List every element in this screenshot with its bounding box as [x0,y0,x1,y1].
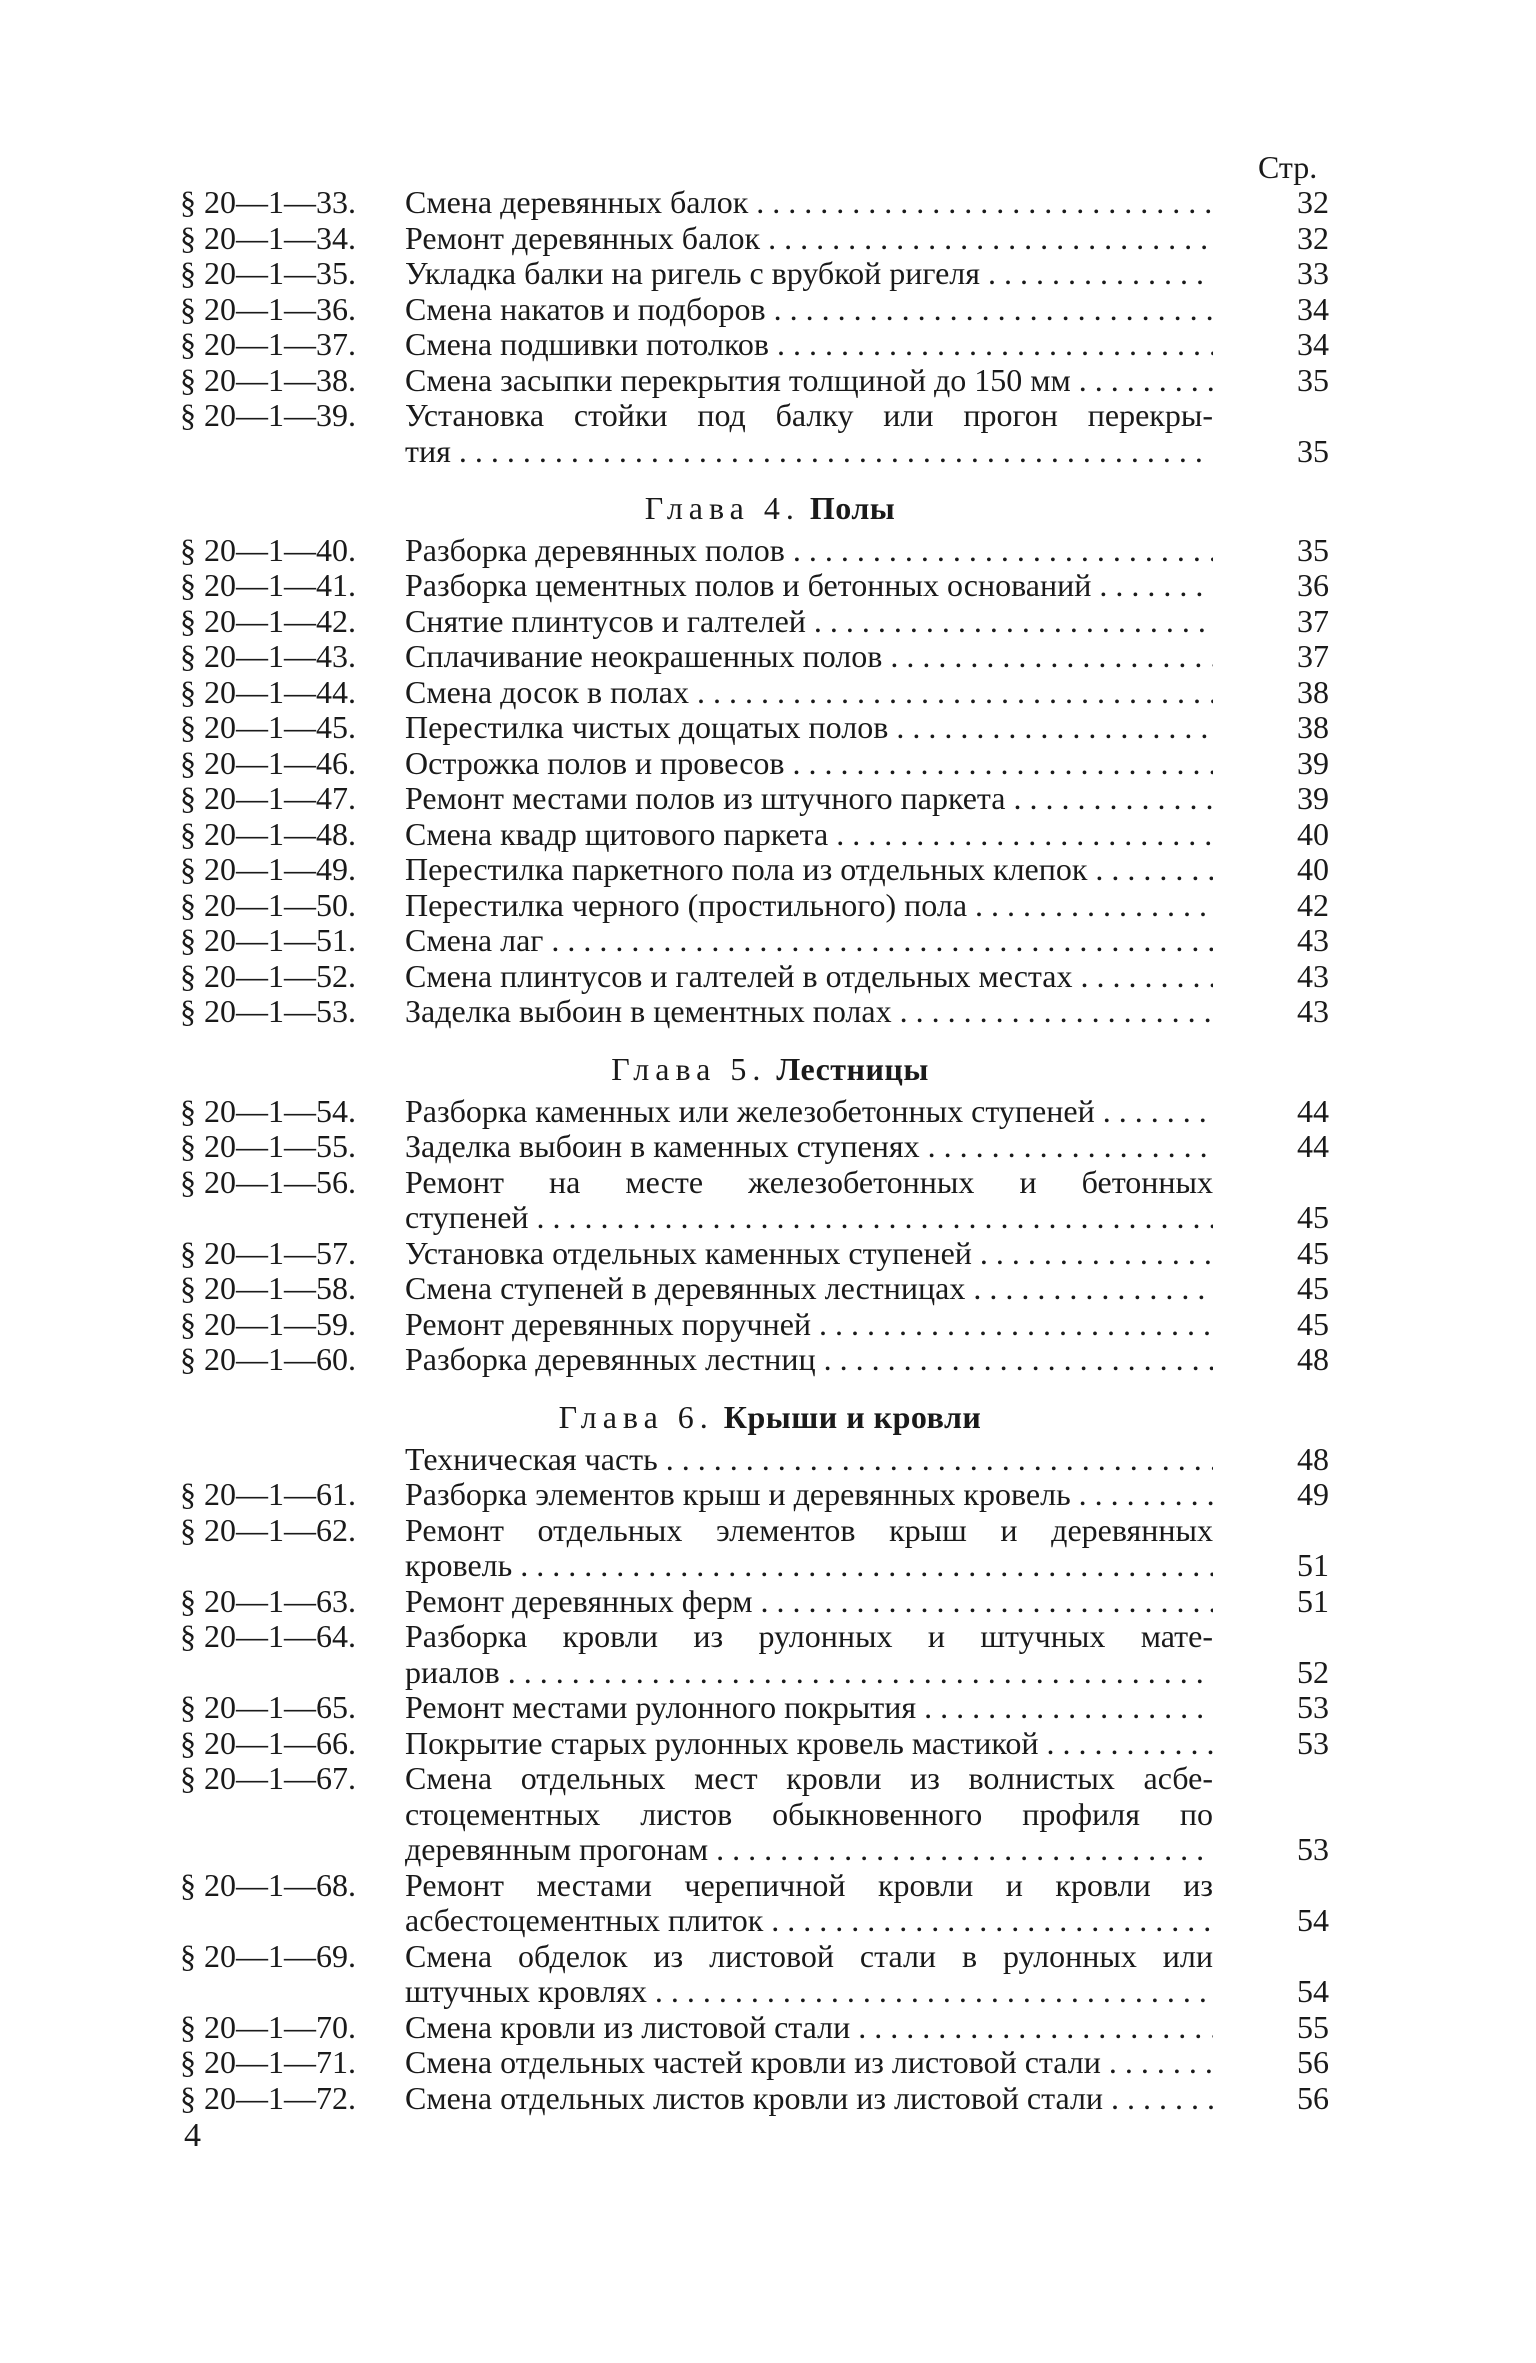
toc-entry [180,1726,1360,1762]
section-number: § 20—1—48. [180,815,356,852]
toc-entry [180,533,1360,569]
entry-title: Разборка деревянных лестниц . . . [405,1342,1213,1378]
toc-entry [180,604,1360,640]
entry-page: 44 [1297,1128,1329,1164]
toc-entry [180,398,1360,469]
section-number: § 20—1—47. [180,780,356,816]
toc-entry [180,710,1360,746]
entry-title: Смена досок в полах . . . [405,675,1213,711]
section-number: § 20—1—55. [180,1128,356,1164]
entry-title: Смена засыпки перекрытия толщиной до 150 мм . . . [405,363,1213,399]
section-number: § 20—1—51. [180,922,356,958]
toc-entry [180,1761,1360,1868]
entry-page: 53 [1297,1724,1329,1761]
entry-title: Смена кровли из листовой стали . . . [405,2010,1213,2046]
toc-entry [180,1939,1360,2010]
toc-entry [180,1165,1360,1236]
chapter-heading [180,483,1360,533]
entry-title: Смена подшивки потолков . . . [405,327,1213,363]
toc-entry [180,781,1360,817]
entry-page: 54 [1297,1902,1329,1938]
toc-entry [180,746,1360,782]
toc-entry [180,1271,1360,1307]
entry-page: 43 [1297,957,1329,994]
entry-title: Смена отдельных листов кровли из листовой стали . . . [405,2081,1213,2117]
entry-title-continued: стоцементных листов обыкновенного профиля по [405,1795,1213,1832]
toc-entry [180,888,1360,924]
entry-title: Смена деревянных балок . . . [405,185,1213,221]
entry-title: Перестилка чистых дощатых полов . . . [405,710,1213,746]
entry-page: 54 [1297,1973,1329,2009]
entry-title: Разборка элементов крыш и деревянных кровель . . . [405,1477,1213,1513]
entry-title: Ремонт местами рулонного покрытия . . . [405,1690,1213,1726]
toc-section [180,483,1360,1030]
chapter-title: Крыши и кровли [723,1399,982,1435]
entry-title: Ремонт отдельных элементов крыш и деревянных [405,1511,1213,1548]
toc-entry [180,1236,1360,1272]
toc-entry [180,256,1360,292]
toc-entry [180,2010,1360,2046]
entry-title: Ремонт местами черепичной кровли и кровли из [405,1866,1213,1903]
section-number: § 20—1—54. [180,1092,356,1129]
entry-page: 52 [1297,1653,1329,1690]
section-number: § 20—1—63. [180,1582,356,1619]
section-number: § 20—1—36. [180,290,356,327]
entry-title: Смена ступеней в деревянных лестницах . . . [405,1271,1213,1307]
section-number: § 20—1—72. [180,2079,356,2116]
section-number: § 20—1—35. [180,255,356,291]
chapter-title: Лестницы [776,1051,929,1087]
toc-entry [180,1477,1360,1513]
section-number: § 20—1—44. [180,673,356,710]
section-number: § 20—1—52. [180,957,356,994]
entry-title: Заделка выбоин в цементных полах . . . [405,994,1213,1030]
entry-page: 38 [1297,709,1329,745]
entry-title: Смена отдельных мест кровли из волнистых асбе- [405,1760,1213,1796]
entry-page: 44 [1297,1092,1329,1129]
toc-entry [180,1307,1360,1343]
entry-page: 43 [1297,993,1329,1029]
entry-page: 37 [1297,602,1329,639]
toc-entry [180,221,1360,257]
section-number: § 20—1—50. [180,886,356,923]
toc-entry [180,185,1360,221]
entry-page: 45 [1297,1234,1329,1271]
entry-title: Перестилка паркетного пола из отдельных клепок . . . [405,852,1213,888]
toc-entry [180,1619,1360,1690]
section-number: § 20—1—38. [180,361,356,398]
entry-title: Разборка деревянных полов . . . [405,533,1213,569]
toc-entry [180,568,1360,604]
toc-entry [180,327,1360,363]
toc-entry [180,1129,1360,1165]
entry-title: Острожка полов и провесов . . . [405,746,1213,782]
entry-title-continued: тия . . . [405,434,1213,470]
toc-entry [180,994,1360,1030]
entry-title: Разборка цементных полов и бетонных оснований . . . [405,568,1213,604]
entry-page: 56 [1297,2079,1329,2116]
entry-page: 55 [1297,2008,1329,2045]
section-number: § 20—1—71. [180,2044,356,2080]
entry-title-continued: ступеней . . . [405,1200,1213,1236]
toc-entry [180,1513,1360,1584]
chapter-label: Глава 5. [611,1051,767,1087]
toc-entry [180,1442,1360,1478]
section-number: § 20—1—57. [180,1234,356,1271]
entry-title: Ремонт местами полов из штучного паркета . . . [405,781,1213,817]
entry-title: Заделка выбоин в каменных ступенях . . . [405,1129,1213,1165]
entry-title: Сплачивание неокрашенных полов . . . [405,639,1213,675]
entry-page: 49 [1297,1476,1329,1512]
section-number: § 20—1—64. [180,1618,356,1654]
section-number: § 20—1—58. [180,1270,356,1306]
entry-page: 45 [1297,1199,1329,1235]
entry-page: 36 [1297,567,1329,603]
entry-title: Разборка каменных или железобетонных ступеней . . . [405,1094,1213,1130]
toc-entry [180,959,1360,995]
toc-entry [180,2081,1360,2117]
entry-title: Ремонт деревянных ферм . . . [405,1584,1213,1620]
page-number: 4 [184,2117,201,2154]
entry-title-continued: деревянным прогонам . . . [405,1832,1213,1868]
entry-title: Установка стойки под балку или прогон перекры- [405,397,1213,433]
section-number: § 20—1—65. [180,1689,356,1725]
entry-title: Снятие плинтусов и галтелей . . . [405,604,1213,640]
entry-title: Ремонт деревянных балок . . . [405,221,1213,257]
entry-page: 51 [1297,1582,1329,1619]
section-number: § 20—1—66. [180,1724,356,1761]
section-number: § 20—1—41. [180,567,356,603]
section-number: § 20—1—68. [180,1866,356,1903]
entry-page: 35 [1297,361,1329,398]
entry-title: Перестилка черного (простильного) пола . . . [405,888,1213,924]
entry-page: 33 [1297,255,1329,291]
chapter-title: Полы [809,490,896,526]
section-number: § 20—1—46. [180,744,356,781]
section-number: § 20—1—59. [180,1305,356,1342]
entry-page: 32 [1297,219,1329,256]
chapter-label: Глава 6. [558,1399,714,1435]
entry-title: Смена отдельных частей кровли из листовой стали . . . [405,2045,1213,2081]
page-column-header: Стр. [1258,149,1318,185]
entry-page: 45 [1297,1305,1329,1342]
entry-title: Смена накатов и подборов . . . [405,292,1213,328]
section-number: § 20—1—53. [180,993,356,1029]
section-number: § 20—1—62. [180,1511,356,1548]
entry-page: 48 [1297,1341,1329,1377]
toc-entry [180,1342,1360,1378]
toc-entry [180,817,1360,853]
entry-title: Покрытие старых рулонных кровель мастикой . . . [405,1726,1213,1762]
entry-title: Смена лаг . . . [405,923,1213,959]
toc-entry [180,675,1360,711]
section-number: § 20—1—56. [180,1163,356,1200]
entry-page: 40 [1297,815,1329,852]
toc-entry [180,923,1360,959]
entry-title: Ремонт на месте железобетонных и бетонных [405,1163,1213,1200]
toc-entry [180,639,1360,675]
entry-title: Смена обделок из листовой стали в рулонных или [405,1937,1213,1974]
section-number: § 20—1—61. [180,1476,356,1512]
section-number: § 20—1—67. [180,1760,356,1796]
toc-entry [180,1094,1360,1130]
entry-page: 39 [1297,780,1329,816]
section-number: § 20—1—60. [180,1341,356,1377]
entry-page: 38 [1297,673,1329,710]
entry-page: 56 [1297,2044,1329,2080]
section-number: § 20—1—69. [180,1937,356,1974]
entry-page: 53 [1297,1689,1329,1725]
toc-entry [180,1868,1360,1939]
toc-section [180,1044,1360,1378]
section-number: § 20—1—40. [180,531,356,568]
entry-page: 37 [1297,638,1329,674]
toc-entry [180,363,1360,399]
section-number: § 20—1—43. [180,638,356,674]
entry-page: 40 [1297,851,1329,887]
toc-entry [180,1584,1360,1620]
entry-page: 45 [1297,1270,1329,1306]
entry-page: 32 [1297,184,1329,220]
entry-page: 42 [1297,886,1329,923]
toc-section [180,1392,1360,2116]
entry-page: 51 [1297,1547,1329,1583]
toc-entry [180,1690,1360,1726]
entry-title: Смена квадр щитового паркета . . . [405,817,1213,853]
entry-page: 39 [1297,744,1329,781]
chapter-heading [180,1044,1360,1094]
entry-page: 53 [1297,1831,1329,1867]
section-number: § 20—1—33. [180,184,356,220]
entry-title: Укладка балки на ригель с врубкой ригеля . . . [405,256,1213,292]
entry-title: Ремонт деревянных поручней . . . [405,1307,1213,1343]
toc-entry [180,292,1360,328]
entry-title: Смена плинтусов и галтелей в отдельных местах . . . [405,959,1213,995]
toc-section [180,185,1360,469]
toc-entry [180,852,1360,888]
entry-page: 35 [1297,531,1329,568]
entry-page: 34 [1297,326,1329,362]
entry-page: 35 [1297,432,1329,469]
entry-title-continued: риалов . . . [405,1655,1213,1691]
section-number: § 20—1—39. [180,397,356,433]
section-number: § 20—1—37. [180,326,356,362]
chapter-heading [180,1392,1360,1442]
toc-entry [180,2045,1360,2081]
entry-page: 48 [1297,1440,1329,1477]
section-number: § 20—1—34. [180,219,356,256]
entry-title-continued: кровель . . . [405,1548,1213,1584]
chapter-label: Глава 4. [644,490,800,526]
entry-title: Техническая часть . . . [405,1442,1213,1478]
section-number: § 20—1—42. [180,602,356,639]
entry-page: 34 [1297,290,1329,327]
section-number: § 20—1—45. [180,709,356,745]
section-number: § 20—1—49. [180,851,356,887]
entry-page: 43 [1297,922,1329,958]
entry-title-continued: асбестоцементных плиток . . . [405,1903,1213,1939]
entry-title: Разборка кровли из рулонных и штучных мате- [405,1618,1213,1654]
entry-title: Установка отдельных каменных ступеней . . . [405,1236,1213,1272]
section-number: § 20—1—70. [180,2008,356,2045]
entry-title-continued: штучных кровлях . . . [405,1974,1213,2010]
